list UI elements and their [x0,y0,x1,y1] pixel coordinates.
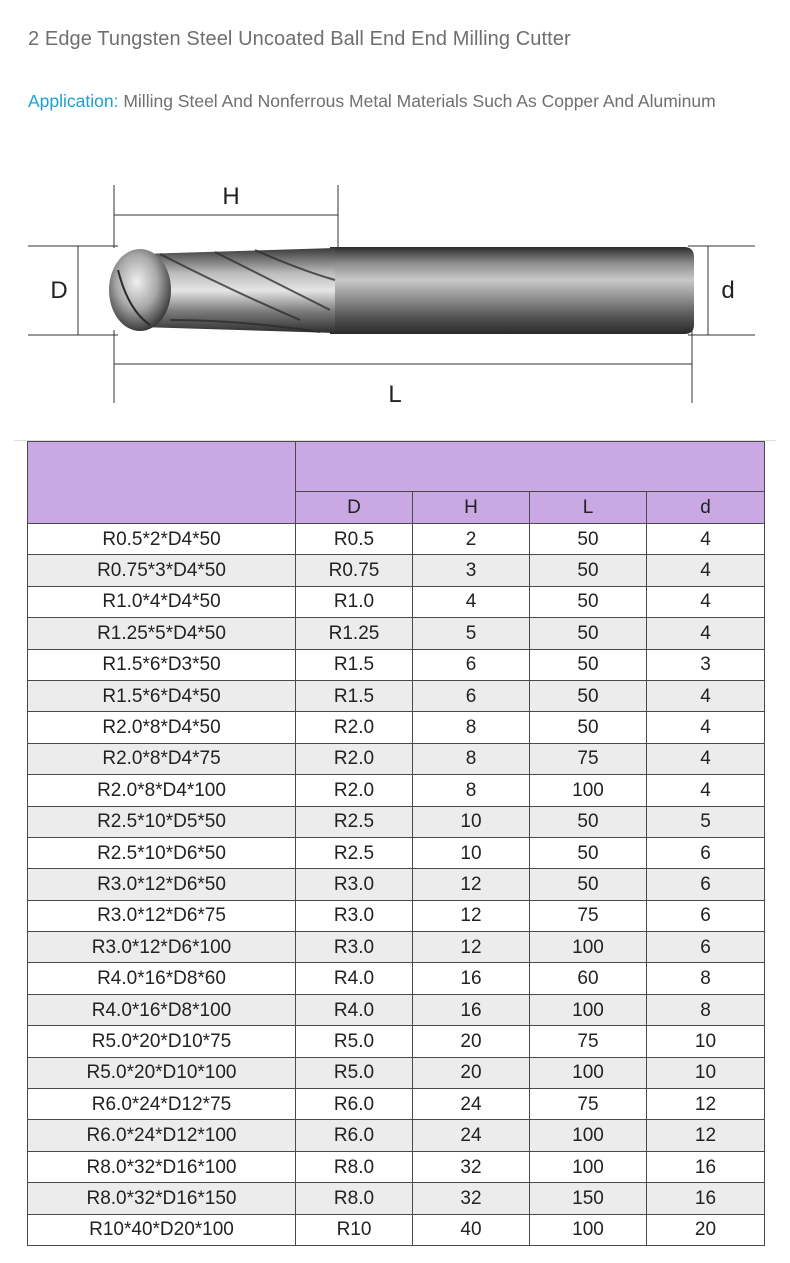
table-row [28,775,765,806]
spec-value-cell: 100 [530,994,647,1025]
model-cell: R0.75*3*D4*50 [28,555,296,586]
spec-value-cell: 60 [530,963,647,994]
table-row [28,618,765,649]
spec-value-cell: 4 [647,712,765,743]
spec-value-cell: 24 [413,1089,530,1120]
dim-label-d: d [721,277,735,304]
spec-value-cell: 50 [530,869,647,900]
spec-value-cell: 4 [413,586,530,617]
table-row [28,1057,765,1088]
spec-value-cell: R2.5 [296,837,413,868]
spec-value-cell: 4 [647,586,765,617]
dim-label-L: L [388,381,402,408]
spec-value-cell: 75 [530,743,647,774]
table-row [28,1183,765,1214]
spec-value-cell: 12 [647,1120,765,1151]
header-model-cell [28,442,296,524]
spec-value-cell: 32 [413,1151,530,1182]
spec-value-cell: R4.0 [296,994,413,1025]
column-header: D [296,492,413,524]
spec-value-cell: 5 [647,806,765,837]
cutter-drawing [0,170,790,420]
spec-value-cell: 20 [413,1026,530,1057]
table-row [28,1151,765,1182]
spec-value-cell: 16 [647,1151,765,1182]
spec-value-cell: 6 [647,837,765,868]
table-row [28,1214,765,1245]
model-cell: R2.5*10*D6*50 [28,837,296,868]
spec-value-cell: 50 [530,524,647,555]
dim-label-H: H [222,183,240,210]
spec-value-cell: 12 [413,932,530,963]
spec-value-cell: R1.5 [296,680,413,711]
application-text: Milling Steel And Nonferrous Metal Materials Such As Copper And Aluminum [118,91,716,111]
spec-value-cell: R2.0 [296,743,413,774]
model-cell: R5.0*20*D10*100 [28,1057,296,1088]
table-row [28,586,765,617]
spec-value-cell: 50 [530,680,647,711]
spec-value-cell: 100 [530,1057,647,1088]
table-row [28,806,765,837]
spec-value-cell: R6.0 [296,1089,413,1120]
spec-value-cell: R3.0 [296,869,413,900]
product-title: 2 Edge Tungsten Steel Uncoated Ball End End Milling Cutter [28,28,571,50]
table-row [28,712,765,743]
spec-value-cell: R6.0 [296,1120,413,1151]
spec-value-cell: 12 [413,900,530,931]
table-row [28,932,765,963]
model-cell: R1.5*6*D4*50 [28,680,296,711]
table-row [28,743,765,774]
table-row [28,1120,765,1151]
spec-table [27,441,765,1246]
model-cell: R1.0*4*D4*50 [28,586,296,617]
spec-value-cell: 16 [413,994,530,1025]
spec-value-cell: 3 [413,555,530,586]
spec-value-cell: 6 [647,900,765,931]
model-cell: R5.0*20*D10*75 [28,1026,296,1057]
model-cell: R2.0*8*D4*50 [28,712,296,743]
model-cell: R8.0*32*D16*150 [28,1183,296,1214]
shank-body [330,247,694,334]
spec-value-cell: 8 [413,775,530,806]
spec-value-cell: 50 [530,555,647,586]
column-header: L [530,492,647,524]
spec-value-cell: 100 [530,775,647,806]
spec-value-cell: 6 [413,680,530,711]
spec-value-cell: R3.0 [296,900,413,931]
spec-value-cell: 4 [647,524,765,555]
spec-value-cell: R2.0 [296,712,413,743]
spec-value-cell: 24 [413,1120,530,1151]
spec-value-cell: 75 [530,1026,647,1057]
spec-value-cell: 10 [647,1057,765,1088]
table-row [28,1026,765,1057]
header-spec-cell [296,442,765,492]
spec-value-cell: R8.0 [296,1183,413,1214]
spec-value-cell: 5 [413,618,530,649]
model-cell: R6.0*24*D12*100 [28,1120,296,1151]
table-row [28,680,765,711]
spec-value-cell: R10 [296,1214,413,1245]
model-cell: R10*40*D20*100 [28,1214,296,1245]
spec-value-cell: R5.0 [296,1057,413,1088]
table-row [28,963,765,994]
application-line [28,91,716,112]
spec-value-cell: 50 [530,806,647,837]
spec-value-cell: 50 [530,618,647,649]
spec-value-cell: 10 [647,1026,765,1057]
table-row [28,1089,765,1120]
spec-value-cell: 50 [530,837,647,868]
spec-value-cell: 3 [647,649,765,680]
table-row [28,994,765,1025]
table-row [28,555,765,586]
table-row [28,524,765,555]
spec-value-cell: 10 [413,806,530,837]
dim-label-D: D [50,277,68,304]
spec-value-cell: 40 [413,1214,530,1245]
spec-value-cell: 6 [413,649,530,680]
spec-value-cell: 100 [530,1214,647,1245]
spec-value-cell: 75 [530,1089,647,1120]
model-cell: R2.5*10*D5*50 [28,806,296,837]
spec-value-cell: 100 [530,1151,647,1182]
model-cell: R8.0*32*D16*100 [28,1151,296,1182]
spec-value-cell: 100 [530,932,647,963]
spec-value-cell: 8 [413,743,530,774]
spec-value-cell: R1.25 [296,618,413,649]
spec-value-cell: 50 [530,712,647,743]
spec-value-cell: 8 [647,994,765,1025]
column-header: d [647,492,765,524]
spec-value-cell: R2.5 [296,806,413,837]
spec-value-cell: 12 [647,1089,765,1120]
model-cell: R2.0*8*D4*100 [28,775,296,806]
model-cell: R1.5*6*D3*50 [28,649,296,680]
spec-value-cell: 4 [647,618,765,649]
spec-value-cell: R2.0 [296,775,413,806]
application-label: Application: [28,91,119,111]
spec-value-cell: R1.0 [296,586,413,617]
model-cell: R4.0*16*D8*100 [28,994,296,1025]
spec-value-cell: 4 [647,775,765,806]
model-cell: R1.25*5*D4*50 [28,618,296,649]
spec-value-cell: 4 [647,680,765,711]
table-row [28,649,765,680]
spec-value-cell: R5.0 [296,1026,413,1057]
model-cell: R0.5*2*D4*50 [28,524,296,555]
spec-value-cell: 50 [530,586,647,617]
spec-value-cell: 20 [413,1057,530,1088]
table-row [28,837,765,868]
table-row [28,869,765,900]
spec-value-cell: R0.75 [296,555,413,586]
model-cell: R2.0*8*D4*75 [28,743,296,774]
column-header: H [413,492,530,524]
model-cell: R3.0*12*D6*75 [28,900,296,931]
spec-value-cell: 6 [647,869,765,900]
spec-value-cell: 32 [413,1183,530,1214]
table-row [28,900,765,931]
spec-value-cell: R0.5 [296,524,413,555]
spec-value-cell: 16 [647,1183,765,1214]
spec-value-cell: 8 [647,963,765,994]
spec-value-cell: 75 [530,900,647,931]
spec-value-cell: 20 [647,1214,765,1245]
cutter-dimension-diagram [0,170,790,420]
model-cell: R3.0*12*D6*50 [28,869,296,900]
model-cell: R4.0*16*D8*60 [28,963,296,994]
spec-table-body [28,524,765,1246]
spec-value-cell: 50 [530,649,647,680]
spec-value-cell: 16 [413,963,530,994]
spec-value-cell: 8 [413,712,530,743]
spec-value-cell: R1.5 [296,649,413,680]
spec-value-cell: 100 [530,1120,647,1151]
spec-value-cell: R8.0 [296,1151,413,1182]
spec-value-cell: 2 [413,524,530,555]
spec-value-cell: 4 [647,743,765,774]
spec-value-cell: 10 [413,837,530,868]
model-cell: R6.0*24*D12*75 [28,1089,296,1120]
spec-value-cell: R4.0 [296,963,413,994]
spec-value-cell: 12 [413,869,530,900]
spec-value-cell: R3.0 [296,932,413,963]
spec-value-cell: 4 [647,555,765,586]
ball-end [109,249,171,331]
model-cell: R3.0*12*D6*100 [28,932,296,963]
spec-value-cell: 150 [530,1183,647,1214]
spec-value-cell: 6 [647,932,765,963]
